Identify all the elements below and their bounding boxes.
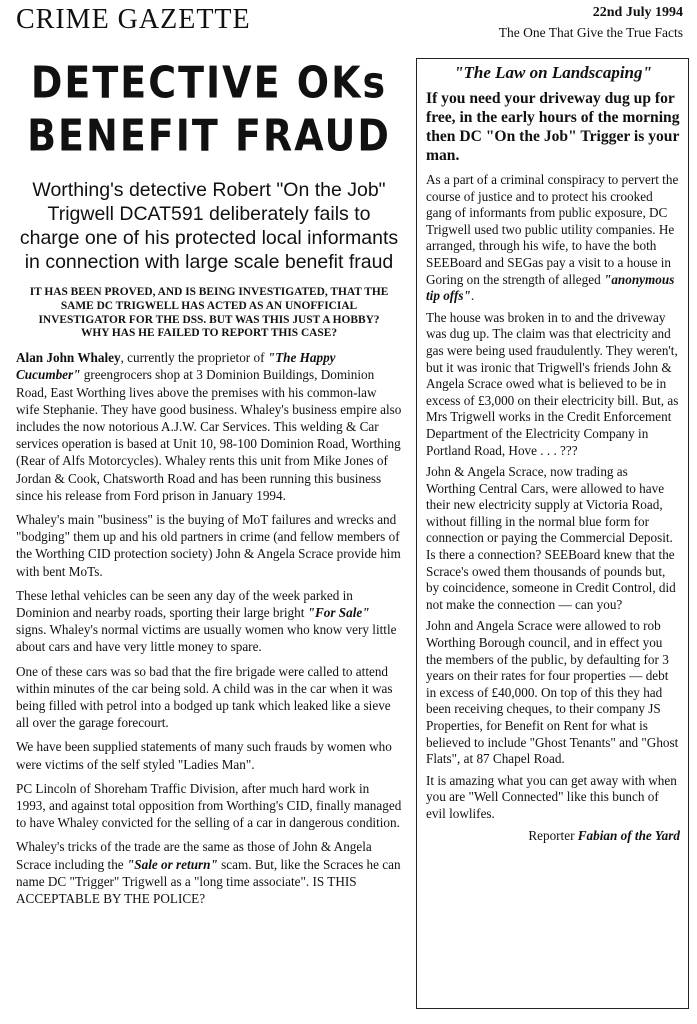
sidebar-box xyxy=(416,58,689,1009)
paragraph: As a part of a criminal conspiracy to pervert the course of justice and to protect his crooked gang of informants from public exposure, DC Trigwell used two public utility companies. He arranged, through his wife, to have the both SEEBoard and SEGas pay a visit to a house in Goring on the strength of alleged "anonymous tip offs". xyxy=(426,172,679,304)
paragraph: Whaley's tricks of the trade are the same as those of John & Angela Scrace including the "Sale or return" scam. But, like the Scraces he can name DC "Trigger" Trigwell as a "long time associate". IS THIS ACCEPTABLE BY THE POLICE? xyxy=(16,839,401,907)
paragraph: One of these cars was so bad that the fire brigade were called to attend within minutes of the car being sold. A child was in the car when it was being filled with petrol into a bodged up tank which leaked like a sieve all over the garage forecourt. xyxy=(16,663,393,731)
paragraph: It is amazing what you can get away with when you are "Well Connected" like this bunch of evil lowlifes. xyxy=(426,772,677,821)
paragraph: These lethal vehicles can be seen any day of the week parked in Dominion and nearby roads, sporting their large bright "For Sale" signs. Whaley's normal victims are usually women who know very little about cars and have very little money to spare. xyxy=(16,587,397,655)
headline xyxy=(16,56,402,162)
headline-line-2: BENEFIT FRAUD xyxy=(27,110,391,161)
person-name: Alan John Whaley xyxy=(16,350,121,366)
tagline: The One That Give the True Facts xyxy=(498,25,683,40)
paragraph: Alan John Whaley, currently the proprietor of "The Happy Cucumber" greengrocers shop at 3 Dominion Buildings, Dominion Road, East Worthing lives above the premises with his common-law wife Stephanie. They have good business. Whaley's business empire also includes the now notorious A.J.W. Car Services. This welding & Car services operation is based at Unit 10, 98-100 Dominion Road, Worthing (Rear of Alfs Motorcycles). Whaley rents this unit from Mike Jones of Jordan & Cook, Chatsworth Road and has been running this business since his release from Ford prison in January 1994. xyxy=(16,350,402,503)
paragraph: PC Lincoln of Shoreham Traffic Division, after much hard work in 1993, and against total opposition from Worthing's CID, finally managed to have Whaley convicted for the selling of a car in dangerous condition. xyxy=(16,780,402,831)
paragraph: John & Angela Scrace, now trading as Worthing Central Cars, were allowed to have their new electricity supply at Victoria Road, without filling in the normal blue form for connection or paying the Commercial Deposit. Is there a connection? SEEBoard knew that the Scrace's owed them thousands of pounds but, by coincidence, someone in Credit Control, did not make the connection — can you? xyxy=(426,464,676,612)
paragraph: We have been supplied statements of many such frauds by women who were victims of the self styled "Ladies Man". xyxy=(16,739,392,772)
sidebar-body xyxy=(426,172,680,823)
reporter-name: Fabian of the Yard xyxy=(577,827,680,843)
paragraph: John and Angela Scrace were allowed to rob Worthing Borough council, and in effect you the members of the public, by defaulting for 3 years on their rates for four properties — debt in excess of £40,000. On top of this they had been receiving cheques, to their company JS Properties, for Benefit on Rent for what is believed to include "Ghost Tenants" and "Ghost Flats", at 87 Chapel Road. xyxy=(426,618,679,767)
masthead: CRIME GAZETTE xyxy=(16,4,251,35)
caps-paragraph: IT HAS BEEN PROVED, AND IS BEING INVESTIGATED, THAT THE SAME DC TRIGWELL HAS ACTED AS AN UNOFFICIAL INVESTIGATOR FOR THE DSS. BUT WAS THIS JUST A HOBBY? WHY HAS HE FAILED TO REPORT THIS CASE? xyxy=(29,286,389,340)
paragraph: The house was broken in to and the driveway was dug up. The claim was that electricity and gas were being used fraudulently. They weren't, but it was ironic that Trigwell's friends John & Angela Scrace owed what is believed to be in excess of £3,000 on their electricity bill. But, as Mrs Trigwell works in the Credit Enforcement Department of the Electricity Company in Portland Road, Hove . . . ??? xyxy=(426,309,679,458)
issue-date: 22nd July 1994 xyxy=(592,5,683,20)
shop-name: "The Happy Cucumber" xyxy=(16,350,336,383)
sidebar-lead: If you need your driveway dug up for free, in the early hours of the morning then DC "On the Job" Trigger is your man. xyxy=(426,90,680,164)
main-article xyxy=(16,52,402,914)
byline: Reporter Fabian of the Yard xyxy=(528,827,680,843)
article-body xyxy=(16,349,402,907)
headline-line-1: DETECTIVE OKs xyxy=(30,57,388,108)
paragraph: Whaley's main "business" is the buying of MoT failures and wrecks and "bodging" them up and his old partners in crime (and fellow members of the Worthing CID protection society) John & Angela Scrace provide him with bent MoTs. xyxy=(16,512,401,579)
sidebar-title: "The Law on Landscaping" xyxy=(454,63,652,82)
subheadline: Worthing's detective Robert "On the Job" Trigwell DCAT591 deliberately fails to charge one of his protected local informants in connection with large scale benefit fraud xyxy=(19,179,399,273)
